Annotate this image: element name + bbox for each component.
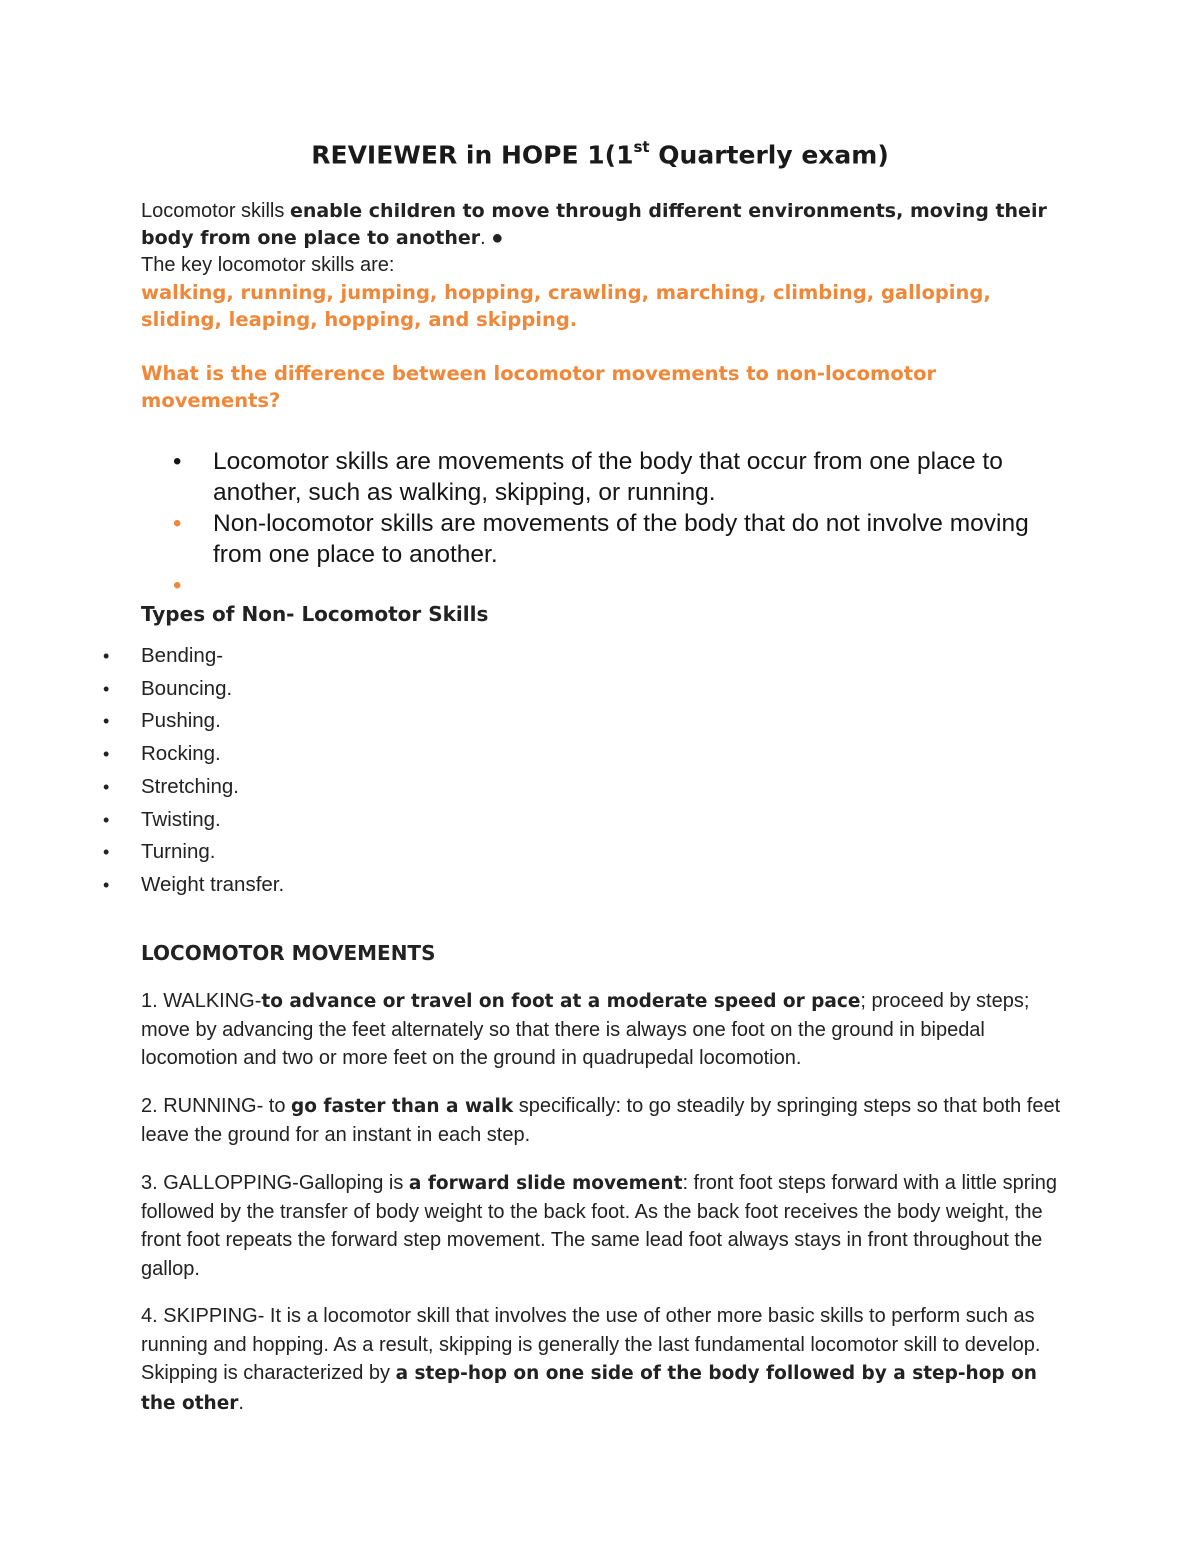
- list-item: [103, 804, 1061, 837]
- types-heading: Types of Non- Locomotor Skills: [141, 602, 489, 626]
- running-paragraph: [141, 1092, 1061, 1150]
- para-bold: a forward slide movement: [408, 1172, 683, 1194]
- list-item-text: Locomotor skills are movements of the body that occur from one place to another, such as walking, skipping, or running.: [213, 448, 1003, 506]
- list-item-text: Rocking.: [141, 742, 221, 766]
- para-bold: to advance or travel on foot at a moderate speed or pace: [261, 990, 861, 1012]
- list-item: [103, 705, 1061, 738]
- skipping-paragraph: [141, 1302, 1061, 1418]
- difference-list: [141, 446, 1061, 597]
- list-item-text: Bending-: [141, 644, 224, 667]
- intro-tail: . ●: [480, 227, 504, 249]
- para-tail: .: [238, 1391, 244, 1414]
- list-item: [173, 570, 1061, 599]
- difference-question: What is the difference between locomotor movements to non-locomotor movements?: [141, 362, 937, 412]
- list-item: [103, 836, 1061, 869]
- galloping-paragraph: [141, 1169, 1061, 1284]
- intro-bold: enable children to move through different environments, moving their body from one place to another: [141, 200, 1047, 249]
- bullet-icon: •: [103, 874, 110, 895]
- intro-paragraph: [141, 198, 1061, 279]
- bullet-icon: •: [173, 572, 182, 599]
- list-item-text: Twisting.: [141, 807, 221, 831]
- intro-lead: Locomotor skills: [141, 200, 290, 222]
- list-item: [103, 738, 1061, 771]
- bullet-icon: •: [103, 711, 110, 732]
- bullet-icon: •: [173, 510, 182, 537]
- list-item-text: Stretching.: [141, 774, 239, 798]
- page-title: [0, 140, 1200, 169]
- bullet-icon: •: [103, 646, 110, 666]
- list-item: [103, 869, 1061, 902]
- bullet-icon: •: [103, 842, 110, 863]
- bullet-icon: •: [103, 744, 110, 765]
- locomotor-heading: LOCOMOTOR MOVEMENTS: [141, 940, 436, 965]
- para-tail: : front foot steps forward with a little spring followed by the transfer of body weight to the back foot. As the back foot receives the body weight, the front foot repeats the forward step movement. The same lead foot always stays in front throughout the gallop.: [141, 1171, 1058, 1280]
- list-item: [103, 640, 1061, 673]
- para-lead: 4. SKIPPING- It is a locomotor skill that involves the use of other more basic skills to perform such as running and hopping. As a result, skipping is generally the last fundamental locomotor skill to develop. Skipping is characterized by: [141, 1305, 1041, 1385]
- bullet-icon: •: [173, 448, 182, 475]
- title-superscript: st: [633, 138, 650, 156]
- title-text-end: Quarterly exam): [649, 140, 889, 170]
- bullet-icon: •: [103, 678, 110, 699]
- list-item: [173, 508, 1061, 570]
- list-item: [103, 673, 1061, 706]
- title-text: REVIEWER in HOPE 1(1: [311, 140, 634, 170]
- key-skills-list: walking, running, jumping, hopping, crawling, marching, climbing, galloping, sliding, leaping, hopping, and skipping.: [141, 281, 991, 331]
- document-body: [103, 198, 1061, 1418]
- list-item: [173, 446, 1061, 508]
- list-item-text: Non-locomotor skills are movements of the body that do not involve moving from one place to another.: [213, 510, 1029, 568]
- para-tail: ; proceed by steps; move by advancing the feet alternately so that there is always one foot on the ground in bipedal locomotion and two or more feet on the ground in quadrupedal locomotion.: [141, 989, 1030, 1070]
- para-bold: go faster than a walk: [291, 1095, 514, 1117]
- para-lead: 2. RUNNING- to: [141, 1094, 292, 1117]
- walking-paragraph: [141, 987, 1061, 1073]
- para-lead: 3. GALLOPPING-Galloping is: [141, 1171, 409, 1194]
- para-bold: a step-hop on one side of the body followed by a step-hop on the other: [141, 1363, 1037, 1414]
- list-item-text: Pushing.: [141, 709, 221, 733]
- bullet-icon: •: [103, 776, 110, 797]
- para-tail: specifically: to go steadily by springing steps so that both feet leave the ground for an instant in each step.: [141, 1094, 1061, 1147]
- bullet-icon: •: [103, 809, 110, 830]
- list-item-text: Bouncing.: [141, 676, 233, 700]
- key-skills-line: The key locomotor skills are:: [141, 254, 395, 276]
- list-item-text: Turning.: [141, 840, 216, 864]
- para-lead: 1. WALKING-: [141, 989, 262, 1012]
- list-item-text: Weight transfer.: [141, 872, 285, 896]
- list-item: [103, 771, 1061, 804]
- types-list: [103, 640, 1061, 902]
